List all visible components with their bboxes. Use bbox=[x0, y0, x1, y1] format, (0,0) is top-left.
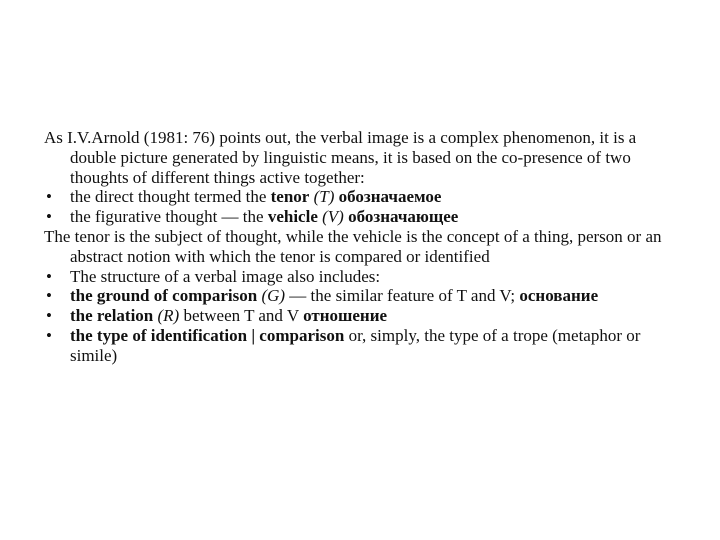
bullet-relation bbox=[44, 306, 684, 326]
bullet-ground bbox=[44, 286, 684, 306]
bullet-type bbox=[44, 326, 684, 366]
bullet-dot: • bbox=[46, 325, 52, 345]
relation-abbr: (R) bbox=[153, 306, 180, 326]
relation-russian: отношение bbox=[303, 306, 388, 326]
ground-russian: основание bbox=[519, 286, 599, 306]
tenor-abbr: (T) bbox=[309, 187, 339, 207]
vehicle-prefix: the figurative thought — the bbox=[70, 207, 268, 227]
relation-rest: between T and V bbox=[179, 306, 304, 326]
tenor-term: tenor bbox=[270, 187, 310, 207]
ground-rest: — the similar feature of T and V; bbox=[285, 286, 520, 306]
slide-text bbox=[44, 128, 684, 366]
bullet-dot: • bbox=[46, 266, 52, 286]
ground-term: the ground of comparison bbox=[70, 286, 258, 306]
tenor-vehicle-paragraph: The tenor is the subject of thought, while the vehicle is the concept of a thing, person or an abstract notion with which the tenor is compared or identified bbox=[44, 226, 662, 266]
bullet-dot: • bbox=[46, 207, 52, 227]
bullet-dot: • bbox=[46, 187, 52, 207]
bullet-dot: • bbox=[46, 306, 52, 326]
bullet-dot: • bbox=[46, 286, 52, 306]
vehicle-abbr: (V) bbox=[317, 207, 349, 227]
bullet-vehicle bbox=[44, 207, 684, 227]
relation-term: the relation bbox=[70, 306, 154, 326]
ground-abbr: (G) bbox=[257, 286, 286, 306]
type-term: the type of identification | comparison bbox=[70, 325, 345, 345]
bullet-structure bbox=[44, 267, 684, 287]
bullet-tenor bbox=[44, 187, 684, 207]
tenor-prefix: the direct thought termed the bbox=[70, 187, 271, 207]
intro-paragraph: As I.V.Arnold (1981: 76) points out, the verbal image is a complex phenomenon, it is a double picture generated by linguistic means, it is based on the co-presence of two thoughts of different things active together: bbox=[44, 128, 637, 187]
tenor-russian: обозначаемое bbox=[338, 187, 442, 207]
structure-text: The structure of a verbal image also includes: bbox=[70, 266, 381, 286]
type-rest: or, simply, the type of a trope (metaphor or simile) bbox=[70, 325, 641, 365]
vehicle-term: vehicle bbox=[267, 207, 318, 227]
vehicle-russian: обозначающее bbox=[348, 207, 459, 227]
